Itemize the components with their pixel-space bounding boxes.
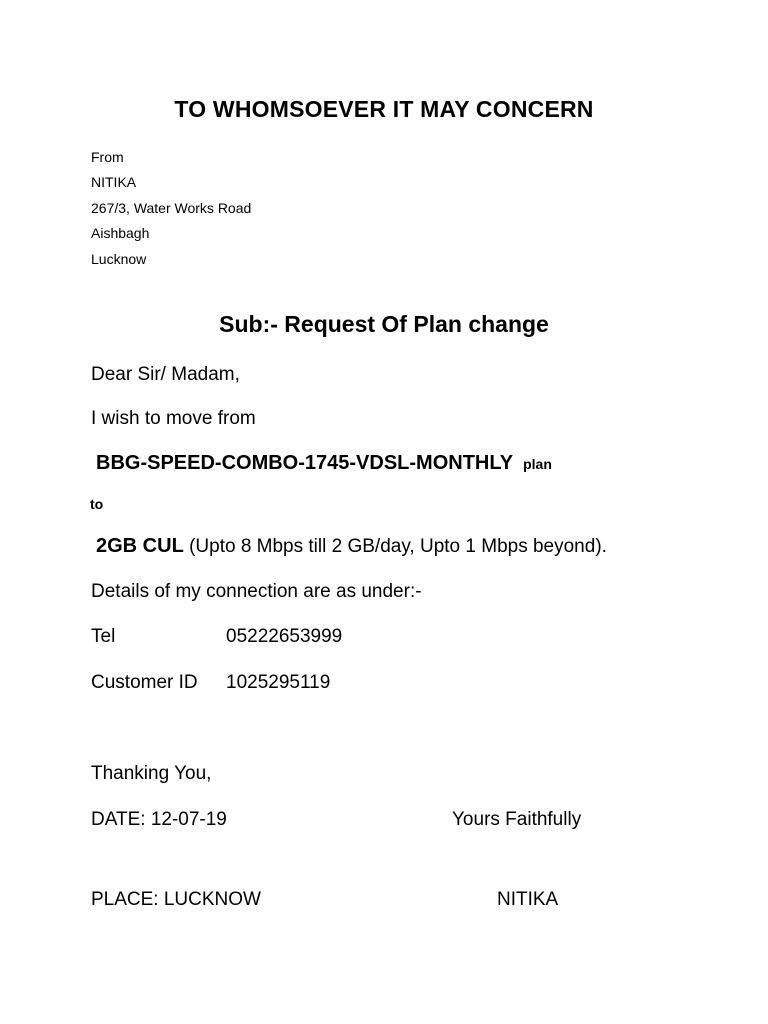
new-plan-description: (Upto 8 Mbps till 2 GB/day, Upto 1 Mbps beyond). bbox=[189, 536, 607, 557]
tel-value: 05222653999 bbox=[226, 626, 343, 647]
letter-subject: Sub:- Request Of Plan change bbox=[219, 311, 549, 337]
from-label: From bbox=[91, 149, 124, 165]
salutation: Dear Sir/ Madam, bbox=[91, 364, 240, 385]
yours-faithfully: Yours Faithfully bbox=[452, 809, 582, 830]
closing-text: Thanking You, bbox=[91, 763, 212, 784]
place-line: PLACE: LUCKNOW bbox=[91, 889, 261, 910]
sender-city: Lucknow bbox=[91, 251, 147, 267]
date-line: DATE: 12-07-19 bbox=[91, 809, 227, 830]
sender-address-line1: 267/3, Water Works Road bbox=[91, 200, 252, 216]
current-plan-suffix: plan bbox=[523, 456, 552, 472]
intro-text: I wish to move from bbox=[91, 408, 256, 429]
new-plan bbox=[96, 536, 607, 556]
signature-name: NITIKA bbox=[497, 889, 559, 910]
current-plan bbox=[96, 453, 552, 473]
new-plan-name: 2GB CUL bbox=[96, 535, 184, 557]
to-word: to bbox=[90, 496, 104, 512]
sender-name: NITIKA bbox=[91, 174, 137, 190]
letter-heading: TO WHOMSOEVER IT MAY CONCERN bbox=[174, 96, 594, 122]
sender-address-line2: Aishbagh bbox=[91, 225, 150, 241]
customer-id-value: 1025295119 bbox=[226, 672, 331, 693]
details-intro: Details of my connection are as under:- bbox=[91, 581, 422, 602]
tel-label: Tel bbox=[91, 626, 116, 647]
customer-id-label: Customer ID bbox=[91, 672, 198, 693]
current-plan-code: BBG-SPEED-COMBO-1745-VDSL-MONTHLY bbox=[96, 452, 514, 474]
